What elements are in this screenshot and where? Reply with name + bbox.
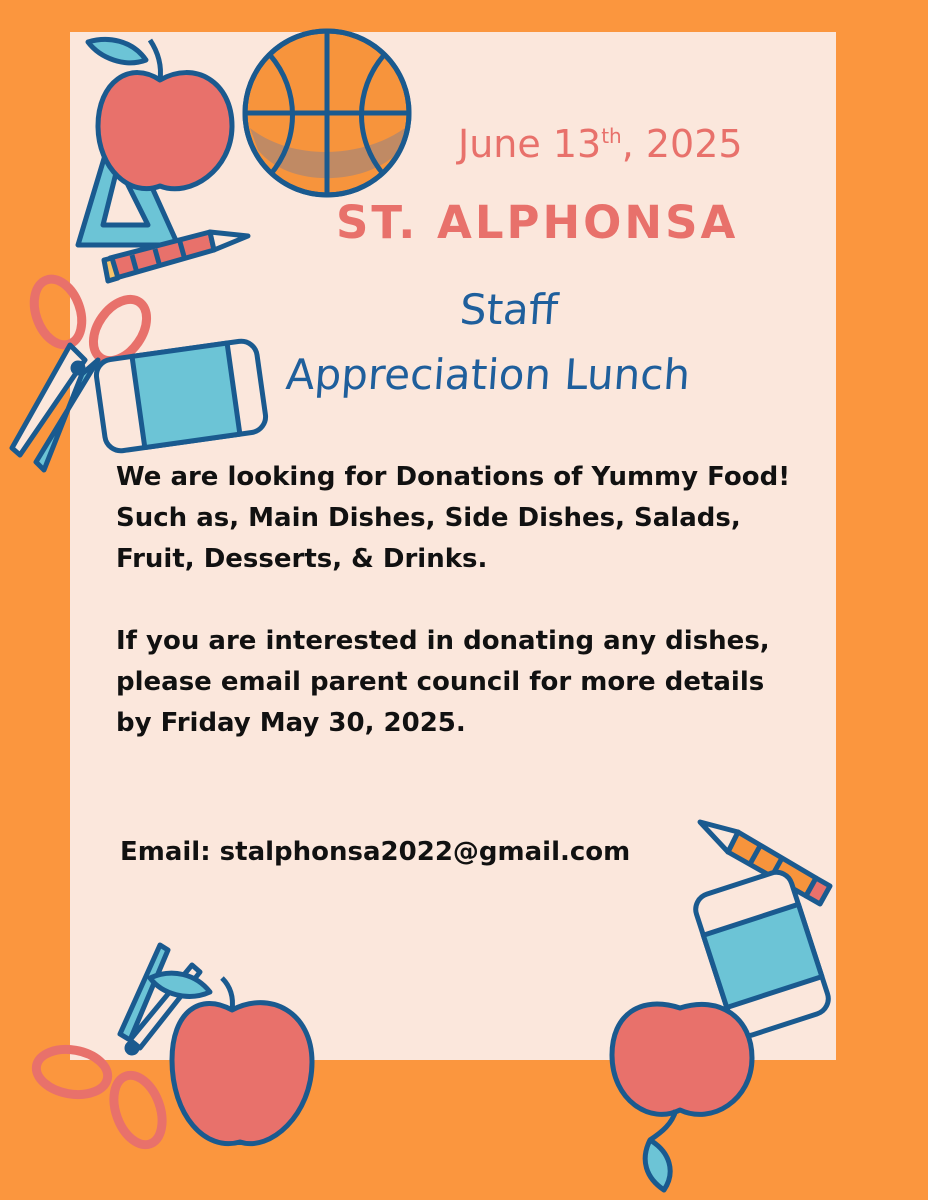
school-name: ST. ALPHONSA [336, 196, 739, 249]
event-date: June 13th, 2025 [458, 122, 743, 166]
date-ordinal-suffix: th [601, 124, 622, 148]
contact-instructions-paragraph: If you are interested in donating any dishes, please email parent council for more details by Friday May 30, 2025. [116, 626, 770, 738]
contact-email: Email: stalphonsa2022@gmail.com [120, 837, 631, 867]
title-line-2: Appreciation Lunch [284, 350, 692, 399]
donation-request-paragraph: We are looking for Donations of Yummy Food! Such as, Main Dishes, Side Dishes, Salads, Fruit, Desserts, & Drinks. [116, 462, 791, 574]
title-line-1: Staff [458, 285, 560, 334]
